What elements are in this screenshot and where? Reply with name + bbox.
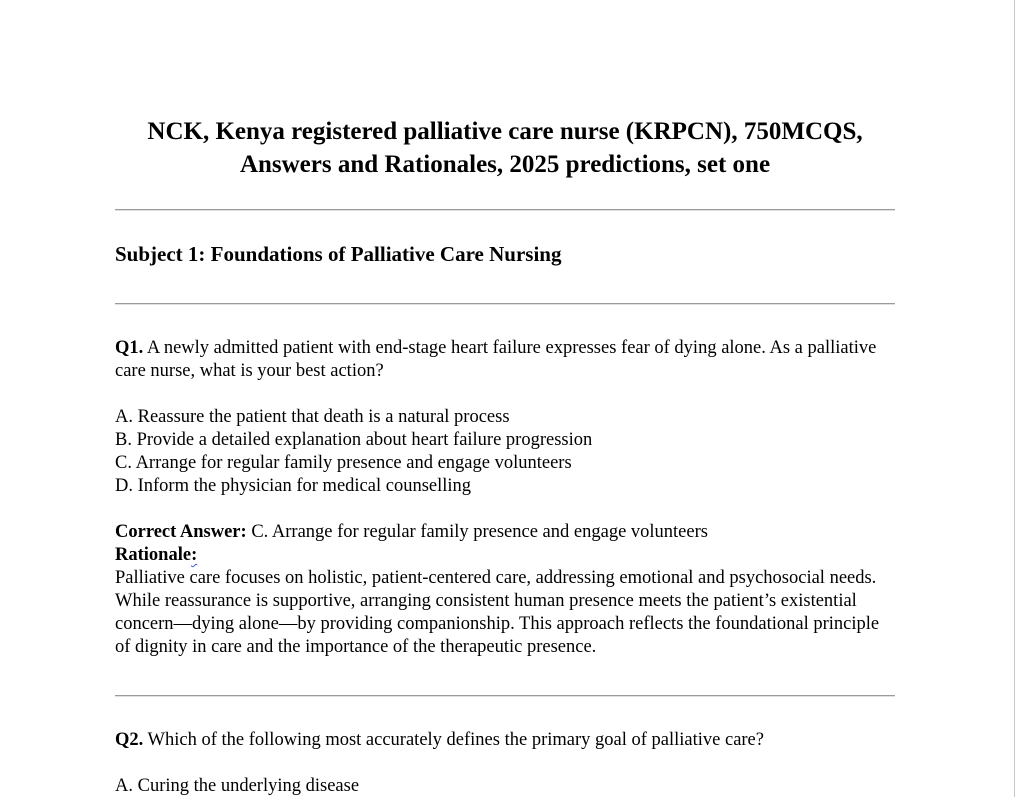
q1-option-b: B. Provide a detailed explanation about heart failure progression bbox=[115, 430, 593, 450]
rationale-label bbox=[115, 545, 197, 565]
q2-stem bbox=[115, 729, 895, 752]
page-edge bbox=[1014, 0, 1015, 797]
q1-option-a: A. Reassure the patient that death is a natural process bbox=[115, 407, 510, 427]
q2-number: Q2. bbox=[115, 730, 144, 750]
q1-stem bbox=[115, 337, 895, 383]
q2-options bbox=[115, 775, 895, 797]
rationale-colon: : bbox=[191, 545, 198, 565]
q1-options bbox=[115, 406, 895, 498]
rationale-text: Palliative care focuses on holistic, patient-centered care, addressing emotional and psychosocial needs. While reassurance is supportive, arranging consistent human presence meets the patient’s existential concern—dying alone—by providing companionship. This approach reflects the foundational principle of dignity in care and the importance of the therapeutic presence. bbox=[115, 568, 880, 657]
q1-option-d: D. Inform the physician for medical counselling bbox=[115, 476, 472, 496]
subject-heading: Subject 1: Foundations of Palliative Care Nursing bbox=[115, 242, 562, 266]
correct-answer-label: Correct Answer: bbox=[115, 522, 247, 542]
q2-option-a: A. Curing the underlying disease bbox=[115, 776, 360, 796]
q1-stem-text: A newly admitted patient with end-stage heart failure expresses fear of dying alone. As a palliative care nurse, what is your best action? bbox=[115, 338, 877, 381]
horizontal-rule bbox=[115, 303, 895, 305]
q1-number: Q1. bbox=[115, 338, 144, 358]
rationale-word: Rationale bbox=[115, 545, 192, 565]
q2-stem-text: Which of the following most accurately defines the primary goal of palliative care? bbox=[143, 730, 764, 750]
title-line-1: NCK, Kenya registered palliative care nurse (KRPCN), 750MCQS, bbox=[147, 118, 863, 145]
q1-answer-block bbox=[115, 521, 895, 659]
horizontal-rule bbox=[115, 695, 895, 697]
document-title bbox=[115, 115, 895, 181]
correct-answer-value: C. Arrange for regular family presence and engage volunteers bbox=[246, 522, 708, 542]
title-line-2: Answers and Rationales, 2025 predictions, set one bbox=[239, 151, 771, 178]
q1-option-c: C. Arrange for regular family presence and engage volunteers bbox=[115, 453, 572, 473]
horizontal-rule bbox=[115, 209, 895, 211]
